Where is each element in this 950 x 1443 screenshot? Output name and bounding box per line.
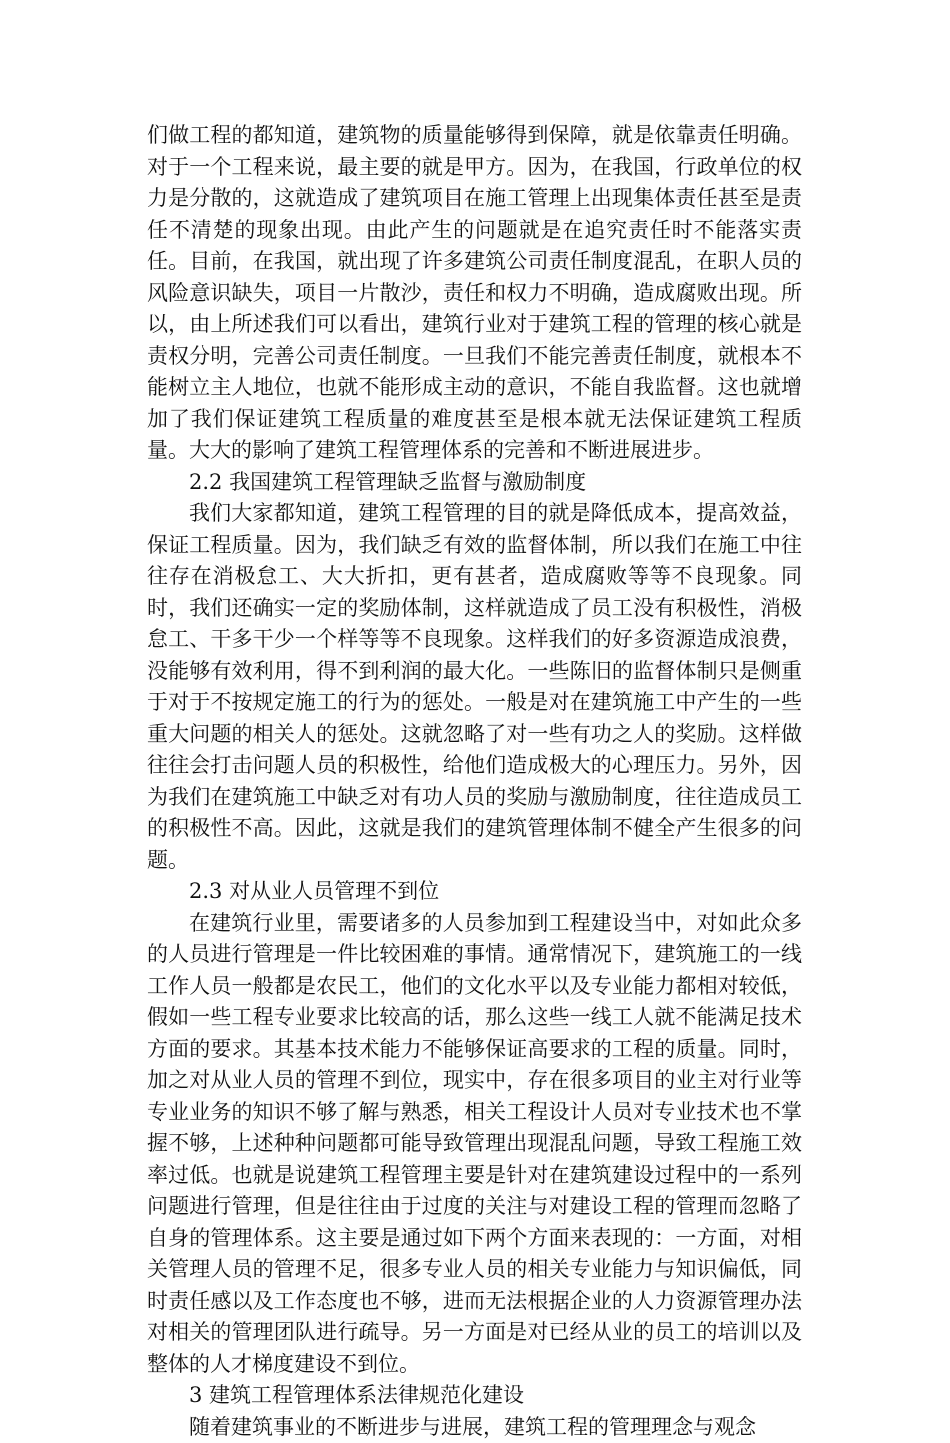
section-heading: 3 建筑工程管理体系法律规范化建设: [147, 1380, 802, 1412]
section-heading: 2.2 我国建筑工程管理缺乏监督与激励制度: [147, 467, 802, 499]
body-paragraph: 在建筑行业里，需要诸多的人员参加到工程建设当中，对如此众多的人员进行管理是一件比较困难的事情。通常情况下，建筑施工的一线工作人员一般都是农民工，他们的文化水平以及专业能力都相对较低，假如一些工程专业要求比较高的话，那么这些一线工人就不能满足技术方面的要求。其基本技术能力不能够保证高要求的工程的质量。同时，加之对从业人员的管理不到位，现实中，存在很多项目的业主对行业等专业业务的知识不够了解与熟悉，相关工程设计人员对专业技术也不掌握不够，上述种种问题都可能导致管理出现混乱问题，导致工程施工效率过低。也就是说建筑工程管理主要是针对在建筑建设过程中的一系列问题进行管理，但是往往由于过度的关注与对建设工程的管理而忽略了自身的管理体系。这主要是通过如下两个方面来表现的：一方面，对相关管理人员的管理不足，很多专业人员的相关专业能力与知识偏低，同时责任感以及工作态度也不够，进而无法根据企业的人力资源管理办法对相关的管理团队进行疏导。另一方面是对已经从业的员工的培训以及整体的人才梯度建设不到位。: [147, 908, 802, 1381]
body-paragraph: 随着建筑事业的不断进步与进展，建筑工程的管理理念与观念: [147, 1412, 802, 1443]
document-body: [147, 120, 802, 1443]
section-heading: 2.3 对从业人员管理不到位: [147, 876, 802, 908]
body-paragraph: 们做工程的都知道，建筑物的质量能够得到保障，就是依靠责任明确。对于一个工程来说，最主要的就是甲方。因为，在我国，行政单位的权力是分散的，这就造成了建筑项目在施工管理上出现集体责任甚至是责任不清楚的现象出现。由此产生的问题就是在追究责任时不能落实责任。目前，在我国，就出现了许多建筑公司责任制度混乱，在职人员的风险意识缺失，项目一片散沙，责任和权力不明确，造成腐败出现。所以，由上所述我们可以看出，建筑行业对于建筑工程的管理的核心就是责权分明，完善公司责任制度。一旦我们不能完善责任制度，就根本不能树立主人地位，也就不能形成主动的意识，不能自我监督。这也就增加了我们保证建筑工程质量的难度甚至是根本就无法保证建筑工程质量。大大的影响了建筑工程管理体系的完善和不断进展进步。: [147, 120, 802, 467]
body-paragraph: 我们大家都知道，建筑工程管理的目的就是降低成本，提高效益，保证工程质量。因为，我们缺乏有效的监督体制，所以我们在施工中往往存在消极怠工、大大折扣，更有甚者，造成腐败等等不良现象。同时，我们还确实一定的奖励体制，这样就造成了员工没有积极性，消极怠工、干多干少一个样等等不良现象。这样我们的好多资源造成浪费，没能够有效利用，得不到利润的最大化。一些陈旧的监督体制只是侧重于对于不按规定施工的行为的惩处。一般是对在建筑施工中产生的一些重大问题的相关人的惩处。这就忽略了对一些有功之人的奖励。这样做往往会打击问题人员的积极性，给他们造成极大的心理压力。另外，因为我们在建筑施工中缺乏对有功人员的奖励与激励制度，往往造成员工的积极性不高。因此，这就是我们的建筑管理体制不健全产生很多的问题。: [147, 498, 802, 876]
